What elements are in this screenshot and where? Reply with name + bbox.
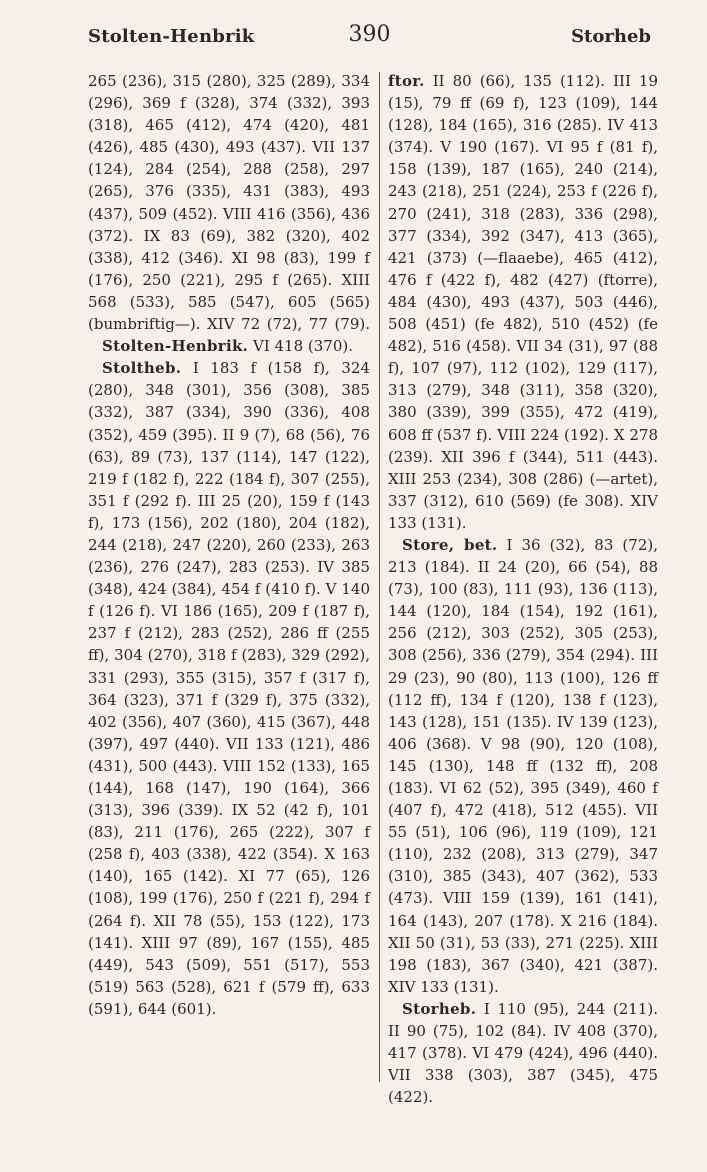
entry-references: II 80 (66), 135 (112). III 19 (15), 79 ff (69 f), 123 (109), 144 (128), 184 (165), 316 (285). IV 413 (374). V 190 (167). VI 95 f (81 f), 158 (139), 187 (165), 240 (214), 243 (218), 251 (224), 253 f (226 f), 270 (241), 318 (283), 336 (298), 377 (334), 392 (347), 413 (365), 421 (373) (—flaaebe), 465 (412), 476 f (422 f), 482 (427) (ftorre), 484 (430), 493 (437), 503 (446), 508 (451) (fe 482), 510 (452) (fe 482), 516 (458). VII 34 (31), 97 (88 f), 107 (97), 112 (102), 129 (117), 313 (279), 348 (311), 358 (320), 380 (339), 399 (355), 472 (419), 608 ff (537 f). VIII 224 (192). X 278 (239). XII 396 f (344), 511 (443). XIII 253 (234), 308 (286) (—artet), 337 (312), 610 (569) (fe 308). XIV 133 (131). xyxy=(388,72,658,532)
entry-headword: Storheb. xyxy=(402,999,477,1018)
running-head-left: Stolten-Henbrik xyxy=(88,26,255,47)
entry-references: I 110 (95), 244 (211). II 90 (75), 102 (84). IV 408 (370), 417 (378). VI 479 (424), 496 (440). VII 338 (303), 387 (345), 475 (422). xyxy=(388,999,658,1107)
entry-headword: Stolten-Henbrik. xyxy=(102,337,249,356)
entry-storheb xyxy=(388,998,658,1108)
entry-continuation-ftor xyxy=(388,70,658,534)
right-column xyxy=(388,70,658,1108)
entry-stoltheb xyxy=(88,357,370,1020)
column-divider xyxy=(379,72,380,1082)
entry-references: I 36 (32), 83 (72), 213 (184). II 24 (20), 66 (54), 88 (73), 100 (83), 111 (93), 136 (113), 144 (120), 184 (154), 192 (161), 256 (212), 303 (252), 305 (253), 308 (256), 336 (279), 354 (294). III 29 (23), 90 (80), 113 (100), 126 ff (112 ff), 134 f (120), 138 f (123), 143 (128), 151 (135). IV 139 (123), 406 (368). V 98 (90), 120 (108), 145 (130), 148 ff (132 ff), 208 (183). VI 62 (52), 395 (349), 460 f (407 f), 472 (418), 512 (455). VII 55 (51), 106 (96), 119 (109), 121 (110), 232 (208), 313 (279), 347 (310), 385 (343), 407 (362), 533 (473). VIII 159 (139), 161 (141), 164 (143), 207 (178). X 216 (184). XII 50 (31), 53 (33), 271 (225). XIII 198 (183), 367 (340), 421 (387). XIV 133 (131). xyxy=(388,535,658,996)
entry-references: I 183 f (158 f), 324 (280), 348 (301), 356 (308), 385 (332), 387 (334), 390 (336), 408 (352), 459 (395). II 9 (7), 68 (56), 76 (63), 89 (73), 137 (114), 147 (122), 219 f (182 f), 222 (184 f), 307 (255), 351 f (292 f). III 25 (20), 159 f (143 f), 173 (156), 202 (180), 204 (182), 244 (218), 247 (220), 260 (233), 263 (236), 276 (247), 283 (253). IV 385 (348), 424 (384), 454 f (410 f). V 140 f (126 f). VI 186 (165), 209 f (187 f), 237 f (212), 283 (252), 286 ff (255 ff), 304 (270), 318 f (283), 329 (292), 331 (293), 355 (315), 357 f (317 f), 364 (323), 371 f (329 f), 375 (332), 402 (356), 407 (360), 415 (367), 448 (397), 497 (440). VII 133 (121), 486 (431), 500 (443). VIII 152 (133), 165 (144), 168 (147), 190 (164), 366 (313), 396 (339). IX 52 (42 f), 101 (83), 211 (176), 265 (222), 307 f (258 f), 403 (338), 422 (354). X 163 (140), 165 (142). XI 77 (65), 126 (108), 199 (176), 250 f (221 f), 294 f (264 f). XII 78 (55), 153 (122), 173 (141). XIII 97 (89), 167 (155), 485 (449), 543 (509), 551 (517), 553 (519) 563 (528), 621 f (579 ff), 633 (591), 644 (601). xyxy=(88,359,370,1018)
page-header xyxy=(88,22,651,52)
entry-stolten-henbrik xyxy=(88,335,370,357)
entry-headword: Stoltheb. xyxy=(102,359,182,378)
entry-headword: ftor. xyxy=(388,72,425,90)
left-column xyxy=(88,70,370,1020)
entry-references: 265 (236), 315 (280), 325 (289), 334 (296), 369 f (328), 374 (332), 393 (318), 465 (412), 474 (420), 481 (426), 485 (430), 493 (437). VII 137 (124), 284 (254), 288 (258), 297 (265), 376 (335), 431 (383), 493 (437), 509 (452). VIII 416 (356), 436 (372). IX 83 (69), 382 (320), 402 (338), 412 (346). XI 98 (83), 199 f (176), 250 (221), 295 f (265). XIII 568 (533), 585 (547), 605 (565) (bumbriftig—). XIV 72 (72), 77 (79). xyxy=(88,72,370,334)
entry-store xyxy=(388,534,658,998)
running-head-right: Storheb xyxy=(571,26,651,47)
entry-headword: Store, bet. xyxy=(402,535,498,554)
entry-references: VI 418 (370). xyxy=(252,337,354,356)
page-number: 390 xyxy=(348,22,391,47)
entry-continuation xyxy=(88,70,370,335)
